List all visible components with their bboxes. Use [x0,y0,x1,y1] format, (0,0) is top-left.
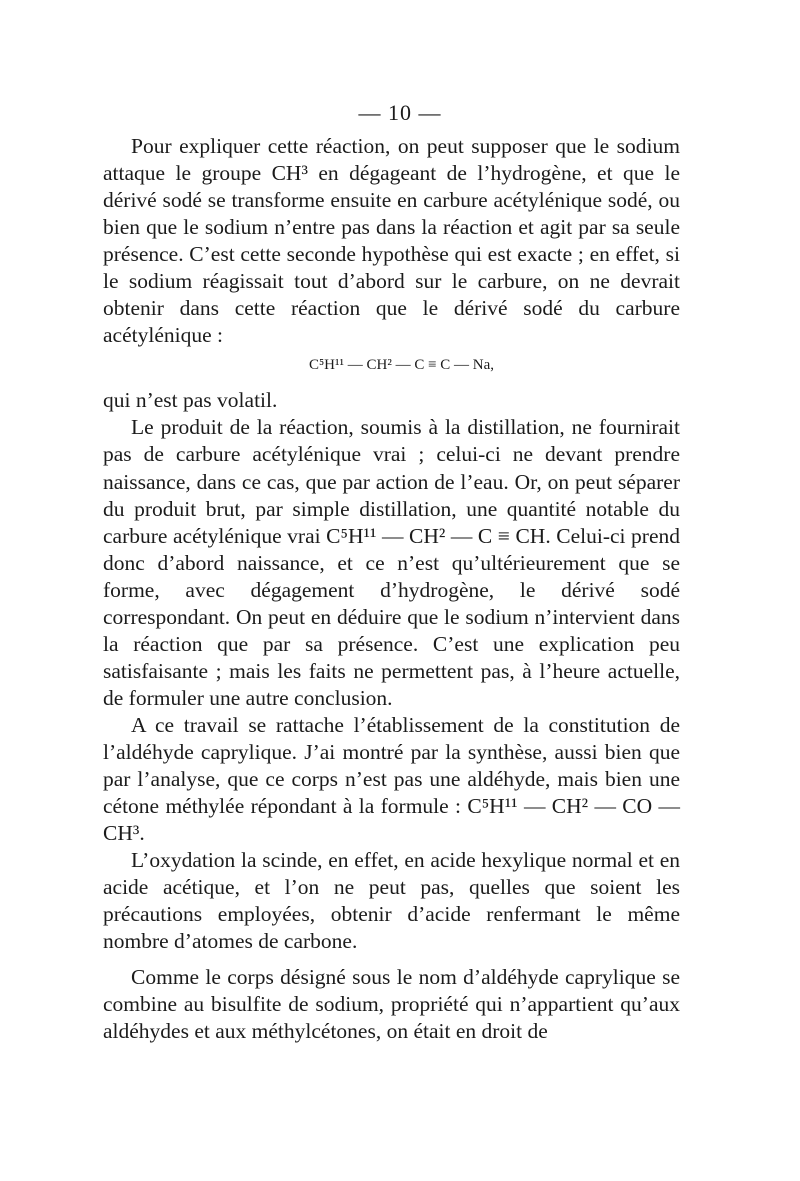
paragraph-bisulfite: Comme le corps désigné sous le nom d’aldéhyde caprylique se combine au bisulfite de sodium, propriété qui n’appartient qu’aux aldéhydes et aux méthylcétones, on était en droit de [103,965,680,1044]
paragraph-caprylic-aldehyde: A ce travail se rattache l’établissement de la constitution de l’aldéhyde caprylique. J’ai montré par la synthèse, aussi bien que par l’analyse, que ce corps n’est pas une aldéhyde, mais bien une cétone méthylée répondant à la formule : C⁵H¹¹ — CH² — CO — CH³. [103,712,680,846]
paragraph-not-volatile: qui n’est pas volatil. [103,388,278,413]
paragraph-reaction-hypothesis: Pour expliquer cette réaction, on peut supposer que le sodium attaque le groupe CH³ en dégageant de l’hydrogène, et que le dérivé sodé se transforme ensuite en carbure acétylénique sodé, ou bien que le sodium n’entre pas dans la réaction et agit par sa seule présence. C’est cette seconde hypothèse qui est exacte ; en effet, si le sodium réagissait tout d’abord sur le carbure, on ne devrait obtenir dans cette réaction que le dérivé sodé du carbure acétylénique : [103,134,680,348]
page-number: — 10 — [358,100,442,125]
paragraph-distillation: Le produit de la réaction, soumis à la distillation, ne fournirait pas de carbure acétylénique vrai ; celui-ci ne devant prendre naissance, dans ce cas, que par action de l’eau. Or, on peut séparer du produit brut, par simple distillation, une quantité notable du carbure acétylénique vrai C⁵H¹¹ — CH² — C ≡ CH. Celui-ci prend donc d’abord naissance, et ce n’est qu’ultérieurement que se forme, avec dégagement d’hydrogène, le dérivé sodé correspondant. On peut en déduire que le sodium n’intervient dans la réaction que par sa présence. C’est une explication peu satisfaisante ; mais les faits ne permettent pas, à l’heure actuelle, de formuler une autre conclusion. [103,415,680,710]
document-body [103,133,680,1046]
formula-sodium-derivative: C⁵H¹¹ — CH² — C ≡ C — Na, [308,357,495,374]
paragraph-oxidation: L’oxydation la scinde, en effet, en acide hexylique normal et en acide acétique, et l’on ne peut pas, quelles que soient les précautions employées, obtenir d’acide renfermant le même nombre d’atomes de carbone. [103,848,680,954]
